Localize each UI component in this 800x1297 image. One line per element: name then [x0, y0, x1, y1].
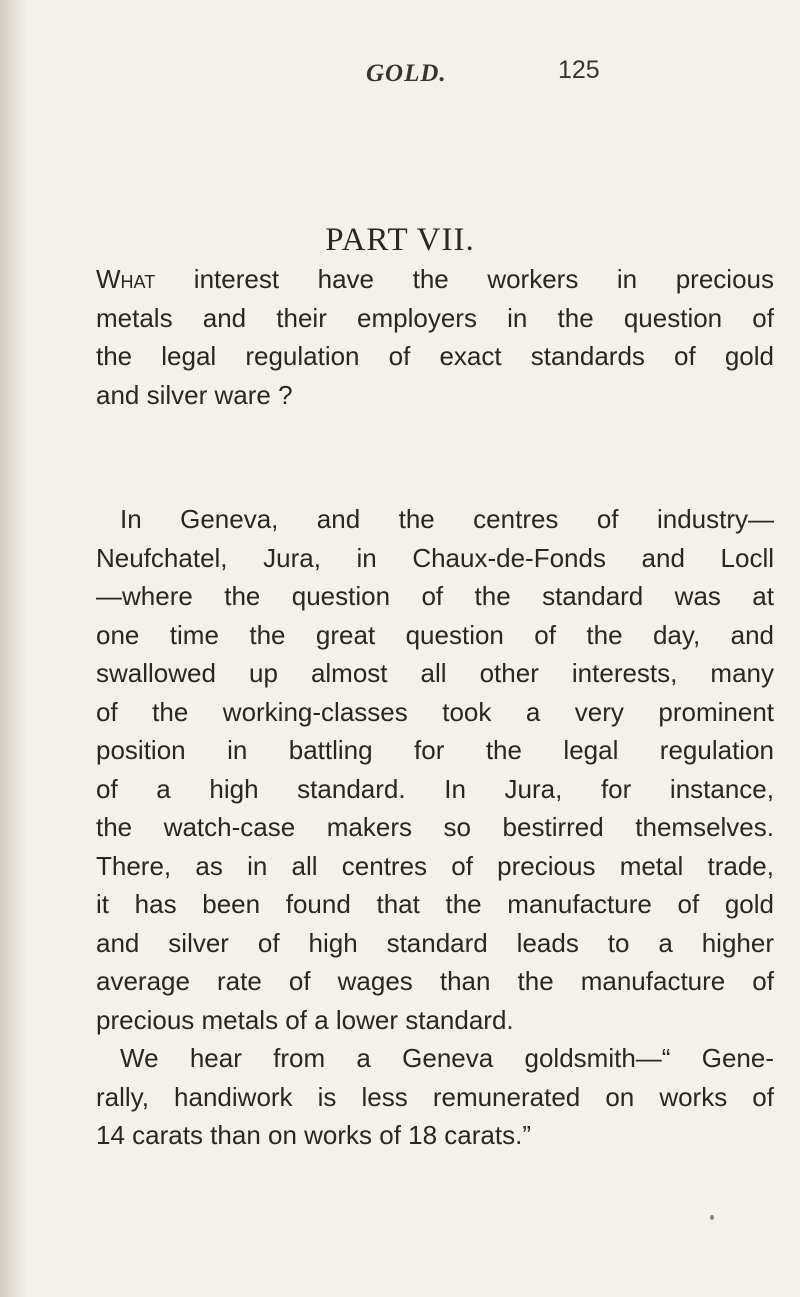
text-line: In Geneva, and the centres of industry— [120, 504, 774, 534]
text-line: precious metals of a lower standard. [96, 1004, 514, 1035]
text-line: swallowed up almost all other interests, many [96, 658, 774, 688]
part-heading: PART VII. [325, 222, 475, 258]
text-line: —where the question of the standard was at [96, 581, 774, 611]
text-line: average rate of wages than the manufacture of [96, 966, 774, 996]
text-line: the legal regulation of exact standards of gold [96, 341, 774, 371]
text-line: and silver ware ? [96, 379, 293, 410]
running-title: GOLD. [366, 60, 447, 87]
line-text: interest have the workers in precious [155, 264, 774, 294]
text-line: of the working-classes took a very prominent [96, 696, 774, 727]
text-line: and silver of high standard leads to a higher [96, 927, 774, 958]
paragraph-1 [96, 260, 774, 414]
text-line: There, as in all centres of precious metal trade, [96, 850, 774, 881]
paragraph-2 [96, 500, 774, 1155]
text-line: 14 carats than on works of 18 carats.” [96, 1120, 531, 1150]
text-line: one time the great question of the day, and [96, 619, 774, 650]
text-line: of a high standard. In Jura, for instance, [96, 773, 774, 804]
text-line: Neufchatel, Jura, in Chaux-de-Fonds and Locll [96, 542, 774, 573]
text-line: it has been found that the manufacture of gold [96, 889, 774, 919]
text-line: rally, handiwork is less remunerated on works of [96, 1081, 774, 1112]
text-line [96, 260, 774, 299]
ink-speck [710, 1215, 714, 1220]
binding-shadow [0, 0, 28, 1297]
text-line: metals and their employers in the question of [96, 302, 774, 333]
text-line: the watch-case makers so bestirred themselves. [96, 812, 774, 842]
text-line: position in battling for the legal regulation [96, 735, 774, 765]
page-number: 125 [558, 56, 600, 84]
text-line: We hear from a Geneva goldsmith—“ Gene- [120, 1043, 774, 1073]
running-head [0, 52, 800, 92]
lead-word: What [96, 264, 156, 294]
